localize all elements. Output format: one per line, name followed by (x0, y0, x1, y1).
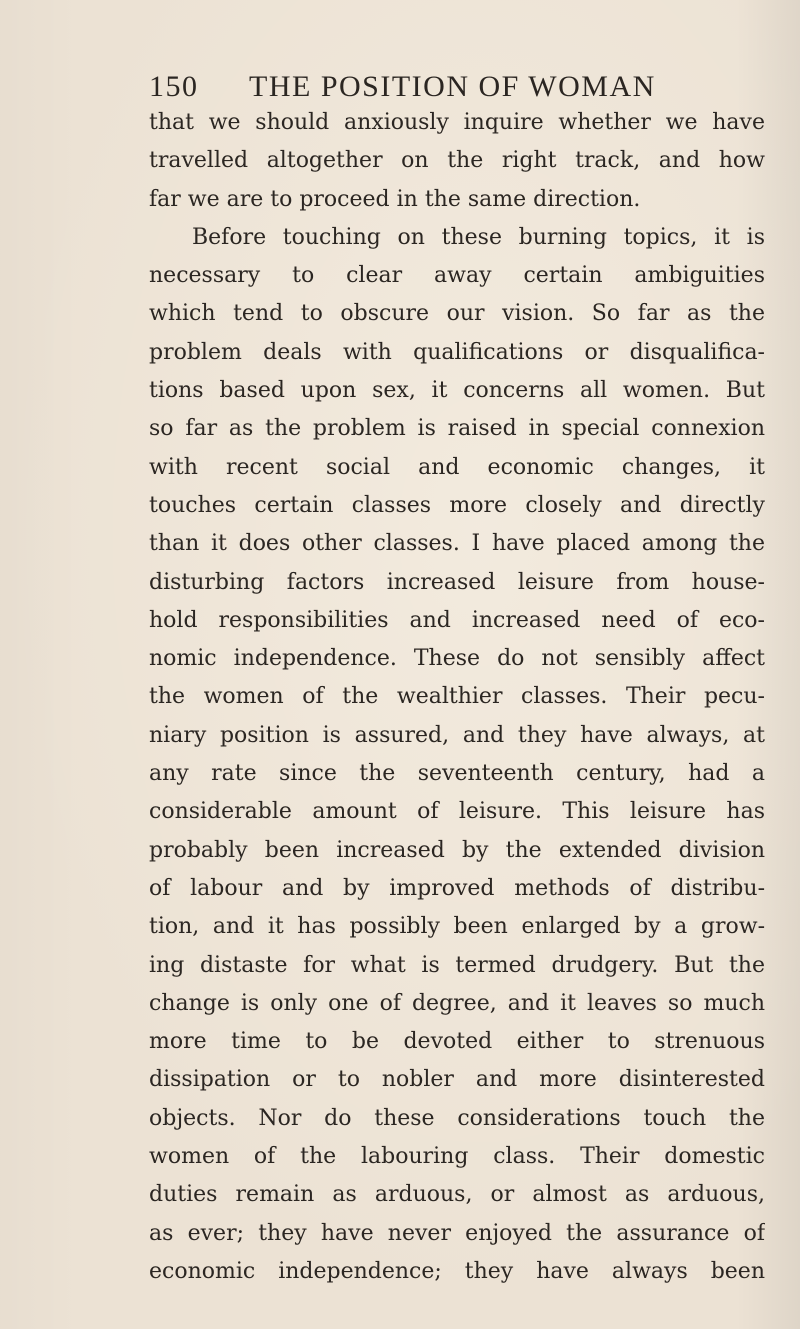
text-line: nomic independence. These do not sensibly affect (149, 646, 765, 672)
text-line: travelled altogether on the right track, and how (149, 148, 765, 174)
text-line: of labour and by improved methods of distribu- (149, 875, 765, 901)
text-line: ing distaste for what is termed drudgery. But the (149, 952, 765, 978)
text-line: disturbing factors increased leisure from house- (149, 569, 765, 595)
text-line: niary position is assured, and they have always, at (149, 722, 765, 748)
text-line: economic independence; they have always been (149, 1258, 765, 1284)
text-line: women of the labouring class. Their domestic (149, 1144, 765, 1170)
text-line: any rate since the seventeenth century, had a (149, 761, 765, 787)
text-line: hold responsibilities and increased need of eco- (149, 607, 765, 633)
text-line: considerable amount of leisure. This leisure has (149, 799, 765, 825)
text-line: duties remain as arduous, or almost as arduous, (149, 1182, 765, 1208)
text-line: that we should anxiously inquire whether we have (149, 110, 765, 135)
text-line: the women of the wealthier classes. Their pecu- (149, 684, 765, 710)
text-line: with recent social and economic changes, it (149, 454, 765, 480)
text-line: as ever; they have never enjoyed the assurance of (149, 1220, 765, 1246)
text-line: tions based upon sex, it concerns all women. But (149, 378, 765, 404)
text-line: than it does other classes. I have placed among the (149, 531, 765, 557)
text-line: objects. Nor do these considerations touch the (149, 1105, 765, 1131)
text-line: tion, and it has possibly been enlarged by a grow- (149, 914, 765, 940)
text-line: problem deals with qualifications or disqualifica- (149, 339, 765, 365)
text-line: necessary to clear away certain ambiguities (149, 263, 765, 289)
text-line: which tend to obscure our vision. So far as the (149, 301, 765, 327)
text-line: touches certain classes more closely and directly (149, 492, 765, 518)
page-title: THE POSITION OF WOMAN (249, 70, 656, 103)
page-number: 150 (149, 70, 199, 103)
text-line: so far as the problem is raised in special connexion (149, 416, 765, 442)
text-line: probably been increased by the extended division (149, 837, 765, 863)
text-line: far we are to proceed in the same direction. (149, 186, 641, 212)
text-line: more time to be devoted either to strenuous (149, 1029, 765, 1055)
text-line: Before touching on these burning topics, it is (192, 224, 765, 250)
text-line: change is only one of degree, and it leaves so much (149, 990, 765, 1016)
body-text (149, 104, 765, 1291)
text-line: dissipation or to nobler and more disinterested (149, 1067, 765, 1093)
